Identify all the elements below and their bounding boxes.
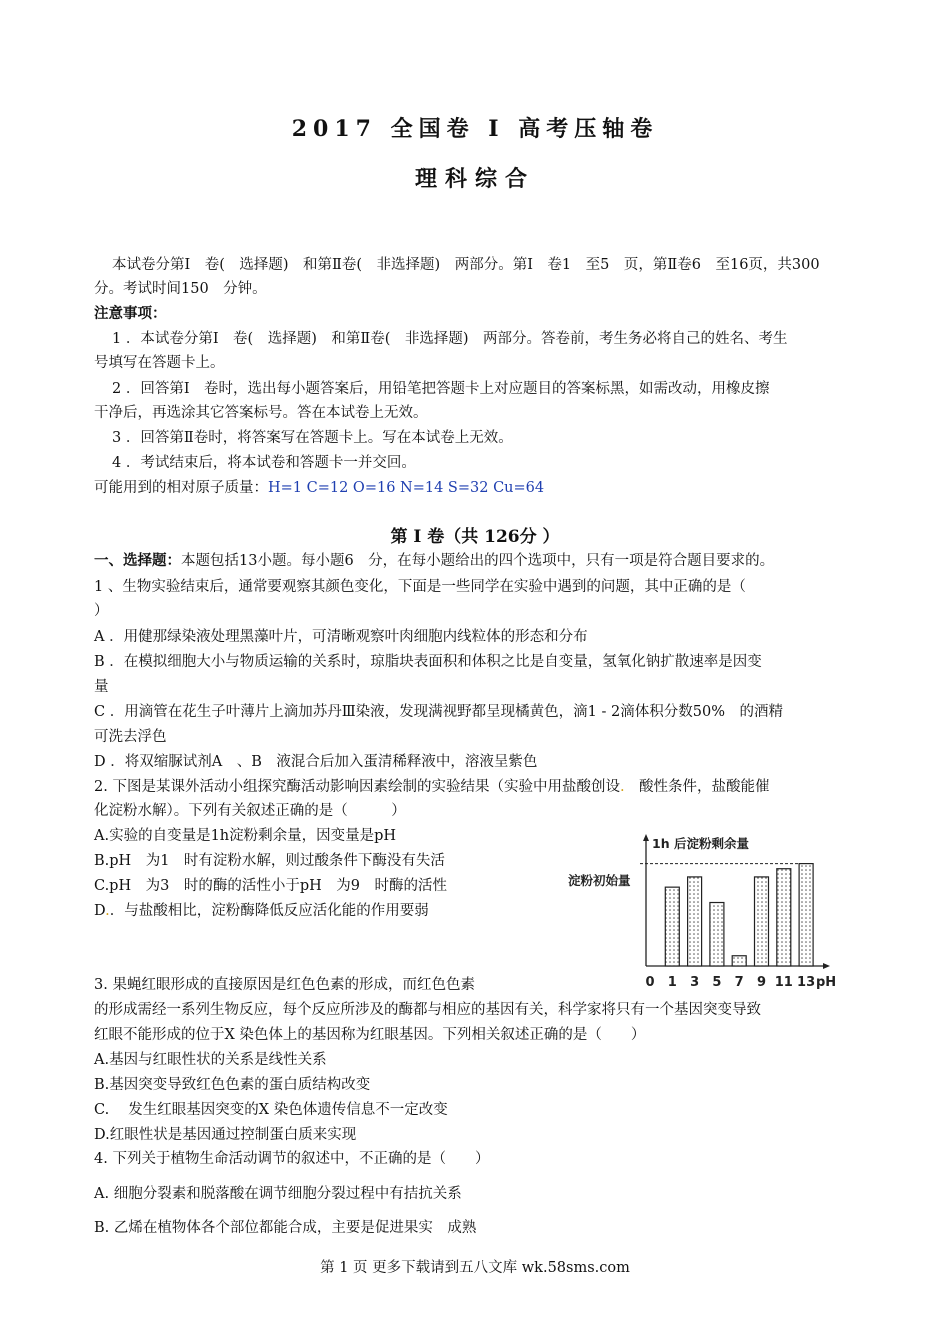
- bar-ph-9: [755, 877, 769, 966]
- q2-option-b: B.pH 为1 时有淀粉水解，则过酸条件下酶没有失活: [94, 853, 445, 869]
- exam-subtitle: 理科综合: [414, 166, 535, 192]
- bar-ph-3: [688, 877, 702, 966]
- exam-title: 2017 全国卷 I 高考压轴卷: [291, 116, 659, 142]
- part-heading: 一、选择题：: [94, 552, 181, 569]
- x-axis-label: pH: [816, 975, 837, 990]
- q1-option-b-line-1: B ．在模拟细胞大小与物质运输的关系时，琼脂块表面积和体积之比是自变量，氢氧化钠扩散速率是因变: [94, 654, 762, 670]
- q2-option-c: C.pH 为3 时的酶的活性小于pH 为9 时酶的活性: [94, 878, 447, 894]
- q3-stem-line-3: 红眼不能形成的位于X 染色体上的基因称为红眼基因。下列相关叙述正确的是（ ）: [94, 1027, 646, 1043]
- q4-stem: 4. 下列关于植物生命活动调节的叙述中，不正确的是（ ）: [94, 1151, 490, 1167]
- part-text: 本题包括13小题。每小题6 分，在每小题给出的四个选项中，只有一项是符合题目要求的。: [181, 553, 775, 569]
- part-line: [94, 551, 774, 571]
- x-tick-7: 7: [734, 975, 744, 990]
- x-tick-1: 1: [667, 975, 677, 990]
- q2-stem-line-2: 化淀粉水解）。下列有关叙述正确的是（ ）: [94, 803, 406, 819]
- q3-option-d: D.红眼性状是基因通过控制蛋白质来实现: [94, 1127, 357, 1143]
- intro-line-1: 本试卷分第I 卷( 选择题) 和第Ⅱ卷( 非选择题) 两部分。第I 卷1 至5 页，第Ⅱ卷6 至16页，共300: [112, 257, 820, 273]
- reference-label: 淀粉初始量: [568, 873, 631, 888]
- q1-stem-line-2: ）: [94, 603, 109, 619]
- bar-ph-5: [710, 903, 724, 966]
- y-axis-arrow: [643, 834, 649, 841]
- bar-ph-13: [799, 864, 813, 966]
- q1-stem-line-1: 1 、生物实验结束后，通常要观察其颜色变化，下面是一些同学在实验中遇到的问题，其中正确的是（: [94, 579, 746, 595]
- x-tick-9: 9: [756, 975, 767, 990]
- enzyme-activity-chart: [560, 828, 850, 990]
- note-3: 3 ．回答第Ⅱ卷时，将答案写在答题卡上。写在本试卷上无效。: [112, 430, 513, 446]
- y-axis-label: 1h 后淀粉剩余量: [652, 836, 749, 851]
- intro-line-2: 分。考试时间150 分钟。: [94, 281, 267, 297]
- atomic-mass-line: [94, 478, 544, 498]
- q2-option-d: [94, 901, 429, 921]
- q1-option-c-line-2: 可洗去浮色: [94, 729, 167, 745]
- page-footer: 第 1 页 更多下载请到五八文库 wk.58sms.com: [320, 1260, 630, 1276]
- note-2-line-1: 2 ．回答第I 卷时，选出每小题答案后，用铅笔把答题卡上对应题目的答案标黑，如需改动，用橡皮擦: [112, 381, 770, 397]
- note-4: 4 ．考试结束后，将本试卷和答题卡一并交回。: [112, 455, 416, 471]
- x-tick-13: 13: [797, 975, 816, 990]
- notes-heading: 注意事项：: [94, 305, 167, 322]
- q2-stem-part-2: 酸性条件，盐酸能催: [624, 779, 770, 795]
- x-tick-labels: [645, 975, 815, 990]
- q2-option-d-label: D: [94, 903, 106, 919]
- q2-option-d-mark: .: [105, 903, 110, 919]
- q2-option-d-text: ．与盐酸相比，淀粉酶降低反应活化能的作用要弱: [109, 903, 429, 919]
- q2-stem-part-1: 2. 下图是某课外活动小组探究酶活动影响因素绘制的实验结果（实验中用盐酸创设: [94, 779, 620, 795]
- bar-group: [665, 864, 813, 966]
- q3-option-a: A.基因与红眼性状的关系是线性关系: [94, 1052, 327, 1068]
- atomic-mass-label: 可能用到的相对原子质量：: [94, 480, 268, 496]
- q4-option-a: A. 细胞分裂素和脱落酸在调节细胞分裂过程中有拮抗关系: [94, 1186, 462, 1202]
- section-title: 第 I 卷（共 126分 ）: [390, 527, 560, 547]
- bar-ph-7: [732, 956, 746, 966]
- q1-option-b-line-2: 量: [94, 679, 109, 695]
- note-1-line-1: 1 ．本试卷分第I 卷( 选择题) 和第Ⅱ卷( 非选择题) 两部分。答卷前，考生务必将自己的姓名、考生: [112, 331, 788, 347]
- q2-option-a: A.实验的自变量是1h淀粉剩余量，因变量是pH: [94, 828, 397, 844]
- x-tick-3: 3: [690, 975, 700, 990]
- q3-stem-line-1: 3. 果蝇红眼形成的直接原因是红色色素的形成，而红色色素: [94, 977, 475, 993]
- atomic-mass-values: H=1 C=12 O=16 N=14 S=32 Cu=64: [268, 480, 545, 496]
- note-2-line-2: 干净后，再选涂其它答案标号。答在本试卷上无效。: [94, 405, 428, 421]
- q1-option-d: D ．将双缩脲试剂A 、B 液混合后加入蛋清稀释液中，溶液呈紫色: [94, 754, 538, 770]
- x-tick-0: 0: [645, 975, 655, 990]
- x-axis-arrow: [823, 963, 830, 969]
- q3-option-c: C. 发生红眼基因突变的X 染色体遗传信息不一定改变: [94, 1102, 448, 1118]
- q2-stem-line-1: [94, 777, 770, 797]
- x-tick-5: 5: [712, 975, 722, 990]
- q3-stem-line-2: 的形成需经一系列生物反应，每个反应所涉及的酶都与相应的基因有关，科学家将只有一个基因突变导致: [94, 1002, 761, 1018]
- q1-option-c-line-1: C ．用滴管在花生子叶薄片上滴加苏丹Ⅲ染液，发现满视野都呈现橘黄色，滴1 - 2滴体积分数50% 的酒精: [94, 704, 783, 720]
- bar-ph-11: [777, 869, 791, 966]
- note-1-line-2: 号填写在答题卡上。: [94, 355, 225, 371]
- q3-option-b: B.基因突变导致红色色素的蛋白质结构改变: [94, 1077, 371, 1093]
- q4-option-b: B. 乙烯在植物体各个部位都能合成，主要是促进果实 成熟: [94, 1220, 477, 1236]
- bar-ph-1: [665, 887, 679, 966]
- x-tick-11: 11: [774, 975, 793, 990]
- q1-option-a: A ．用健那绿染液处理黑藻叶片，可清晰观察叶肉细胞内线粒体的形态和分布: [94, 629, 588, 645]
- q2-stem-mark: .: [619, 779, 625, 795]
